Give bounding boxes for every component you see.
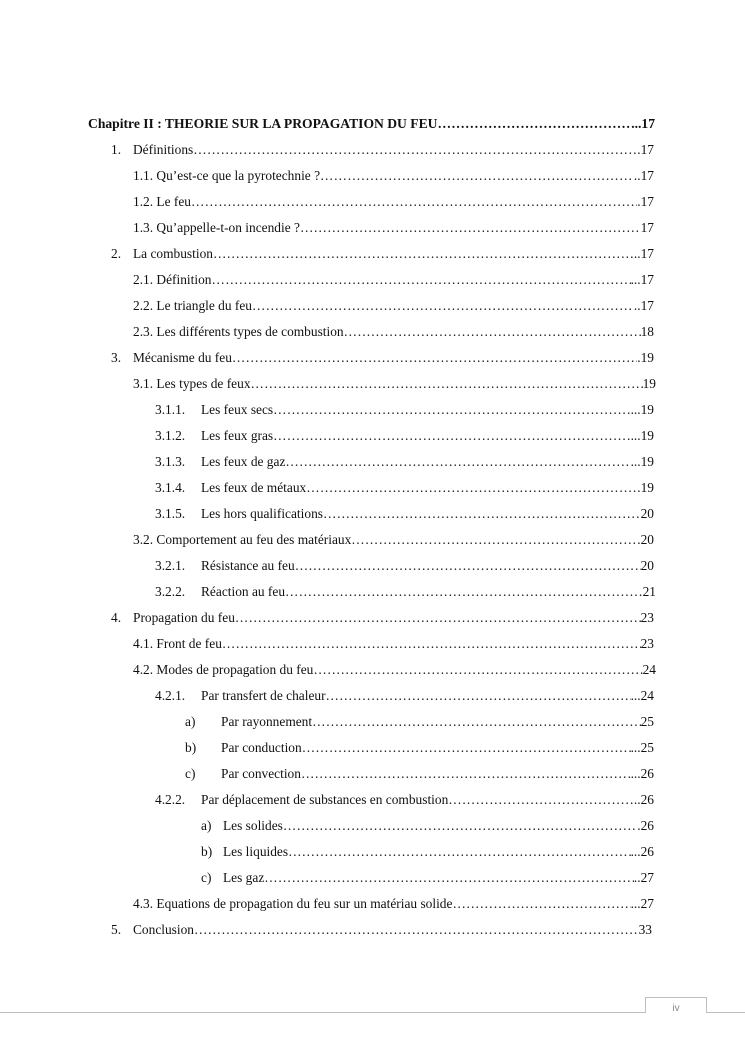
toc-leader <box>193 142 637 158</box>
toc-page-number: ...27 <box>630 896 654 911</box>
toc-label: Par convection <box>221 766 301 781</box>
toc-entry <box>185 738 654 756</box>
toc-entry <box>155 582 656 600</box>
toc-label: 3.2. Comportement au feu des matériaux <box>133 532 352 547</box>
toc-page-number: ..26 <box>633 792 654 807</box>
toc-leader <box>273 428 630 444</box>
toc-entry-number: 3.2.2. <box>155 584 186 599</box>
toc-leader <box>437 116 631 132</box>
toc-entry-number: 4.2.2. <box>155 792 186 807</box>
toc-label: Les feux secs <box>201 402 274 417</box>
footer-rule <box>0 1012 745 1013</box>
toc-label: Définitions <box>133 142 194 157</box>
toc-label: Les hors qualifications <box>201 506 323 521</box>
toc-page-number: .17 <box>637 194 654 209</box>
toc-entry <box>111 348 654 366</box>
toc-entry-number: b) <box>201 844 213 859</box>
toc-leader <box>194 922 639 938</box>
toc-entry <box>155 556 654 574</box>
toc-page-number: ...26 <box>630 766 654 781</box>
toc-label: Les gaz <box>223 870 265 885</box>
toc-entry <box>133 634 654 652</box>
toc-page-number: 21 <box>642 584 656 599</box>
toc-label: 2.3. Les différents types de combustion <box>133 324 344 339</box>
toc-label: Par conduction <box>221 740 302 755</box>
toc-entry-number: 4.2.1. <box>155 688 186 703</box>
toc-page-number: ...17 <box>631 116 655 131</box>
toc-chapter-heading <box>88 114 655 132</box>
footer-page-number: iv <box>645 997 707 1013</box>
toc-label: Par rayonnement <box>221 714 313 729</box>
toc-leader <box>285 454 630 470</box>
toc-entry-number: a) <box>185 714 196 729</box>
toc-page-number: 17 <box>640 220 654 235</box>
toc-entry <box>111 244 654 262</box>
toc-entry <box>133 270 654 288</box>
toc-leader <box>323 506 641 522</box>
toc-leader <box>213 246 634 262</box>
toc-page-number: .20 <box>637 532 654 547</box>
toc-label: Propagation du feu <box>133 610 235 625</box>
toc-leader <box>288 844 630 860</box>
toc-entry <box>201 868 654 886</box>
toc-label: Chapitre II : THEORIE SUR LA PROPAGATION DU FEU <box>88 116 438 131</box>
toc-page-number: ..17 <box>633 246 654 261</box>
toc-page-number: .19 <box>637 350 654 365</box>
toc-entry-number: 3.1.1. <box>155 402 186 417</box>
toc-label: 2.1. Définition <box>133 272 212 287</box>
toc-label: 1.1. Qu’est-ce que la pyrotechnie ? <box>133 168 321 183</box>
toc-label: La combustion <box>133 246 213 261</box>
toc-entry <box>133 660 656 678</box>
toc-page-number: ...19 <box>630 428 654 443</box>
toc-entry-number: c) <box>201 870 212 885</box>
toc-entry <box>133 192 654 210</box>
toc-leader <box>273 402 630 418</box>
toc-leader <box>283 818 637 834</box>
toc-leader <box>222 636 641 652</box>
toc-label: Les liquides <box>223 844 289 859</box>
toc-entry <box>155 478 654 496</box>
toc-entry <box>133 530 654 548</box>
toc-leader <box>232 350 637 366</box>
toc-page-number: 23 <box>640 636 654 651</box>
toc-leader <box>351 532 637 548</box>
toc-label: 1.2. Le feu <box>133 194 192 209</box>
toc-entry <box>185 712 654 730</box>
toc-leader <box>295 558 641 574</box>
toc-page-number: ...26 <box>630 844 654 859</box>
toc-entry-number: 4. <box>111 610 122 625</box>
toc-label: Réaction au feu <box>201 584 286 599</box>
toc-label: Les feux gras <box>201 428 274 443</box>
toc-label: 4.3. Equations de propagation du feu sur un matériau solide <box>133 896 453 911</box>
toc-page-number: ...19 <box>630 454 654 469</box>
toc-leader <box>211 272 630 288</box>
toc-leader <box>313 662 642 678</box>
toc-entry-number: a) <box>201 818 212 833</box>
toc-leader <box>191 194 637 210</box>
toc-entry-number: 2. <box>111 246 122 261</box>
toc-entry <box>133 374 656 392</box>
toc-page-number: .26 <box>637 818 654 833</box>
toc-entry <box>133 894 654 912</box>
toc-label: 1.3. Qu’appelle-t-on incendie ? <box>133 220 300 235</box>
toc-page-number: ..27 <box>633 870 654 885</box>
toc-page-number: 20 <box>640 506 654 521</box>
toc-entry-number: 3.1.5. <box>155 506 186 521</box>
toc-label: Par déplacement de substances en combustion <box>201 792 449 807</box>
toc-leader <box>448 792 634 808</box>
toc-entry-number: 3. <box>111 350 122 365</box>
toc-page-number: 33 <box>638 922 652 937</box>
toc-leader <box>301 766 631 782</box>
toc-label: Les feux de métaux <box>201 480 307 495</box>
toc-leader <box>252 298 634 314</box>
toc-page-number: ...19 <box>630 402 654 417</box>
toc-page-number: ..17 <box>633 298 654 313</box>
toc-page-number: ...24 <box>630 688 654 703</box>
toc-page-number: ...25 <box>630 740 654 755</box>
toc-entry <box>111 608 654 626</box>
toc-leader <box>264 870 634 886</box>
toc-entry <box>133 296 654 314</box>
toc-entry <box>201 816 654 834</box>
toc-entry <box>155 504 654 522</box>
toc-leader <box>320 168 634 184</box>
toc-leader <box>326 688 631 704</box>
toc-entry <box>111 920 652 938</box>
toc-entry <box>155 790 654 808</box>
toc-entry-number: 3.1.3. <box>155 454 186 469</box>
toc-leader <box>251 376 643 392</box>
toc-label: Résistance au feu <box>201 558 295 573</box>
toc-entry <box>155 400 654 418</box>
toc-entry-number: 3.1.4. <box>155 480 186 495</box>
toc-label: Les feux de gaz <box>201 454 286 469</box>
toc-leader <box>300 220 641 236</box>
toc-page-number: 18 <box>640 324 654 339</box>
toc-label: Les solides <box>223 818 283 833</box>
toc-label: 3.1. Les types de feux <box>133 376 251 391</box>
toc-label: Conclusion <box>133 922 195 937</box>
toc-entry <box>133 218 654 236</box>
toc-page-number: 19 <box>642 376 656 391</box>
toc-entry <box>155 686 654 704</box>
toc-label: 4.1. Front de feu <box>133 636 222 651</box>
toc-entry <box>201 842 654 860</box>
toc-label: Mécanisme du feu <box>133 350 232 365</box>
toc-page-number: ..17 <box>633 168 654 183</box>
toc-entry <box>155 452 654 470</box>
toc-page-number: 20 <box>640 558 654 573</box>
toc-page-number: 24 <box>642 662 656 677</box>
toc-page-number: .17 <box>637 142 654 157</box>
toc-label: 2.2. Le triangle du feu <box>133 298 252 313</box>
toc-entry-number: 5. <box>111 922 122 937</box>
toc-entry <box>155 426 654 444</box>
toc-entry <box>185 764 654 782</box>
toc-entry <box>111 140 654 158</box>
toc-leader <box>306 480 637 496</box>
toc-entry <box>133 166 654 184</box>
toc-leader <box>452 896 630 912</box>
toc-page-number: 25 <box>640 714 654 729</box>
toc-leader <box>285 584 643 600</box>
toc-leader <box>312 714 641 730</box>
toc-entry-number: 1. <box>111 142 122 157</box>
toc-entry <box>133 322 654 340</box>
toc-leader <box>344 324 641 340</box>
toc-entry-number: b) <box>185 740 197 755</box>
toc-entry-number: c) <box>185 766 196 781</box>
toc-entry-number: 3.2.1. <box>155 558 186 573</box>
toc-label: 4.2. Modes de propagation du feu <box>133 662 314 677</box>
toc-leader <box>235 610 641 626</box>
toc-page-number: ...17 <box>630 272 654 287</box>
toc-page-number: .19 <box>637 480 654 495</box>
toc-page-number: 23 <box>640 610 654 625</box>
toc-leader <box>302 740 631 756</box>
toc-entry-number: 3.1.2. <box>155 428 186 443</box>
toc-label: Par transfert de chaleur <box>201 688 326 703</box>
